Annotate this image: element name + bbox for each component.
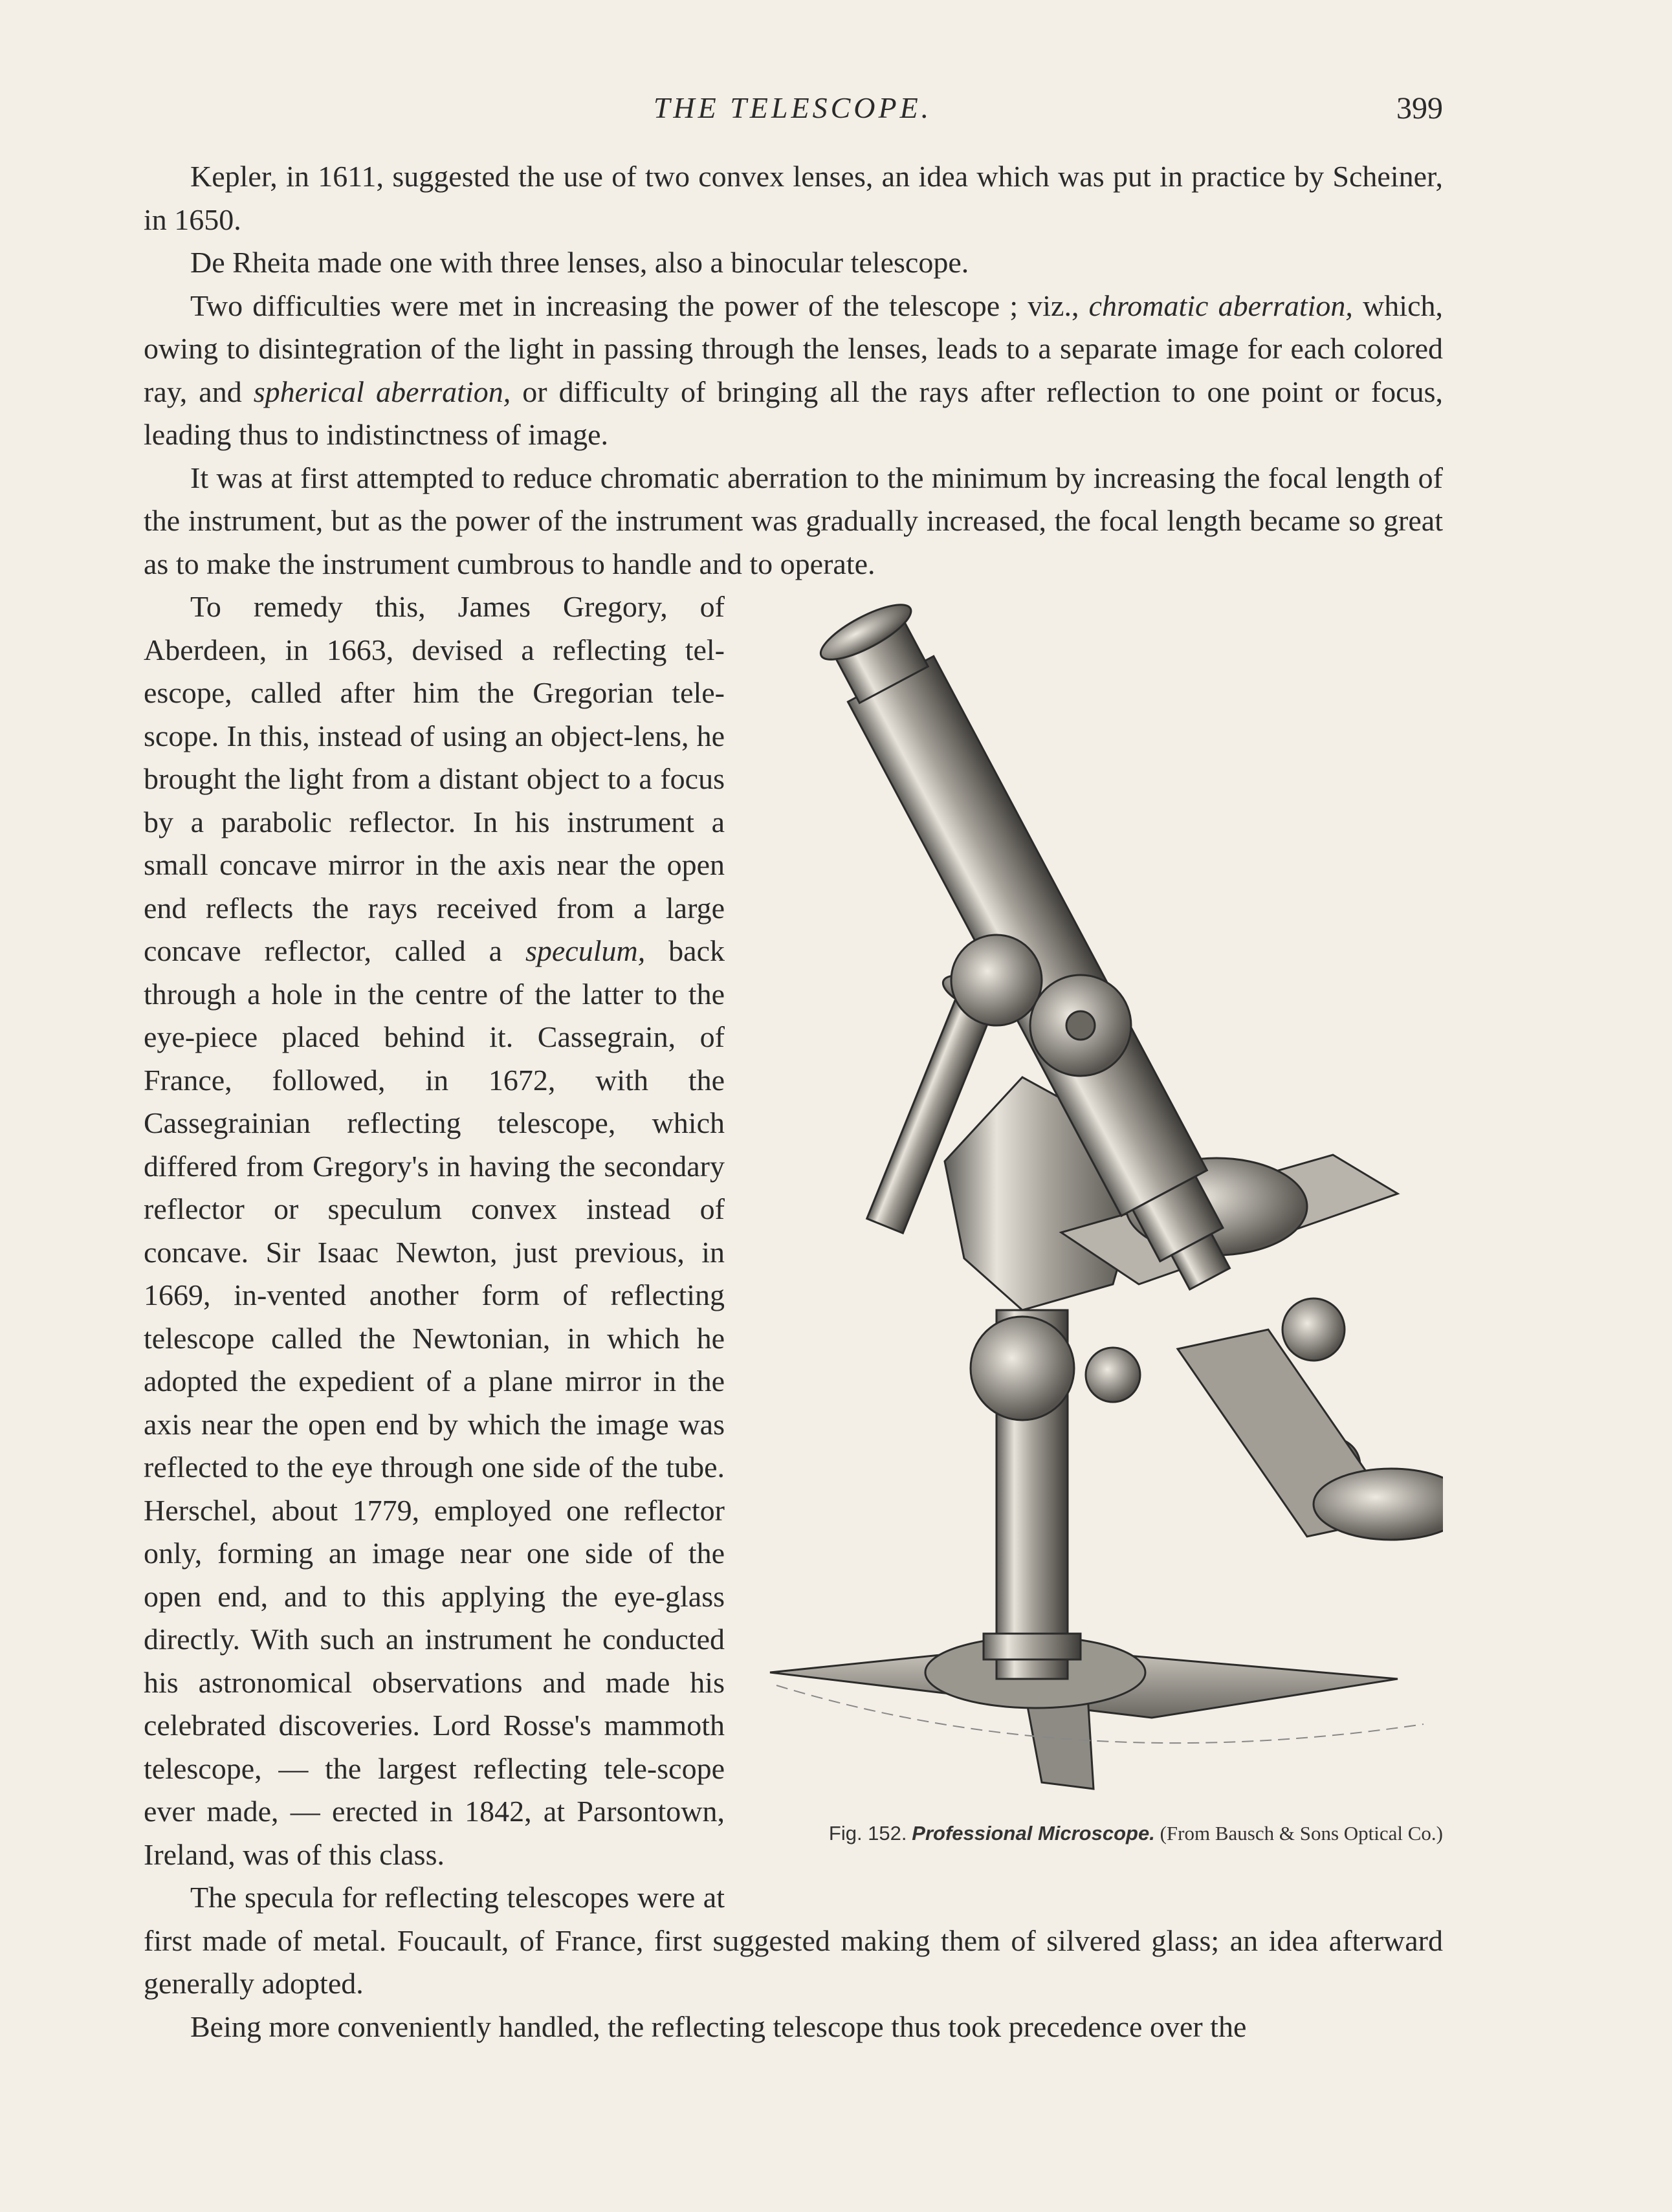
paragraph-reflecting-precedence: Being more conveniently handled, the reflecting telescope thus took precedence over the [190, 2009, 1247, 2043]
aberrations-text-2: which, owing to disintegration of the light in passing through the lenses, leads to a separate image for each colored ray, and [144, 289, 1443, 408]
microscope-illustration [751, 586, 1443, 1808]
paragraph-kepler: Kepler, in 1611, suggested the use of two convex lenses, an idea which was put in practice by Scheiner, in 1650. [144, 160, 1443, 236]
paragraph-aberrations [144, 285, 1443, 457]
paragraph-focal-length [144, 457, 1443, 586]
term-chromatic-aberration: chromatic aberration, [1088, 289, 1353, 322]
paragraph-rheita: De Rheita made one with three lenses, also a binocular telescope. [190, 246, 969, 279]
figure-number: Fig. 152. [828, 1822, 907, 1845]
gregory-text-2: back through a hole in the centre of the latter to the eye-piece placed behind it. Cassegrain, of France, followed, in 1672, with the Cassegrainian reflecting telescope, which differed from Gregory's in having the secondary reflector or speculum convex instead of concave. Sir Isaac Newton, just previous, in 1669, in-vented another form of reflecting telescope called the Newtonian, in which he adopted the expedient of a plane mirror in the axis near the open end by which the image was reflected to the eye through one side of the tube. Herschel, about 1779, employed one reflector only, forming an image near one side of the open end, and to this applying the eye-glass directly. With such an instrument he conducted his astronomical observations and made his celebrated discoveries. Lord Rosse's mammoth telescope, — the largest reflecting tele-scope ever made, — erected in 1842, at Parsontown, Ireland, was of this class. [144, 934, 725, 1871]
figure-caption [751, 1812, 1443, 1856]
term-speculum: speculum, [525, 934, 646, 967]
figure-credit: (From Bausch & Sons Optical Co.) [1160, 1822, 1443, 1845]
page-number: 399 [1396, 91, 1443, 126]
term-spherical-aberration: spherical aberration, [253, 375, 511, 408]
figure-title: Professional Microscope. [912, 1822, 1155, 1845]
running-head [142, 91, 1443, 129]
microscope-drawing [770, 595, 1443, 1789]
paragraph-specula: The specula for reflecting telescopes were at first made of metal. Foucault, of France, first suggested making them of silvered glass; an idea afterward generally adopted. [144, 1881, 1443, 2000]
figure-152 [751, 586, 1443, 1903]
aberrations-text-3: or difficulty of bringing all the rays after reflection to one point or focus, leading thus to indistinctness of image. [144, 375, 1443, 451]
aberrations-text-1: Two difficulties were met in increasing the power of the telescope ; viz., [190, 289, 1089, 322]
focal-length-text: It was at first attempted to reduce chromatic aberration to the minimum by increasing the focal length of the instrument, but as the power of the instrument was gradually increased, the focal length became so great as to make the instrument cumbrous to handle and to operate. [144, 461, 1443, 580]
body-text [144, 155, 1443, 2048]
running-title: THE TELESCOPE. [653, 91, 932, 124]
gregory-text-1: To remedy this, James Gregory, of Aberdeen, in 1663, devised a reflecting tel-escope, called after him the Gregorian tele-scope. In this, instead of using an object-lens, he brought the light from a distant object to a focus by a parabolic reflector. In his instrument a small concave mirror in the axis near the open end reflects the rays received from a large concave reflector, called a [144, 590, 725, 967]
